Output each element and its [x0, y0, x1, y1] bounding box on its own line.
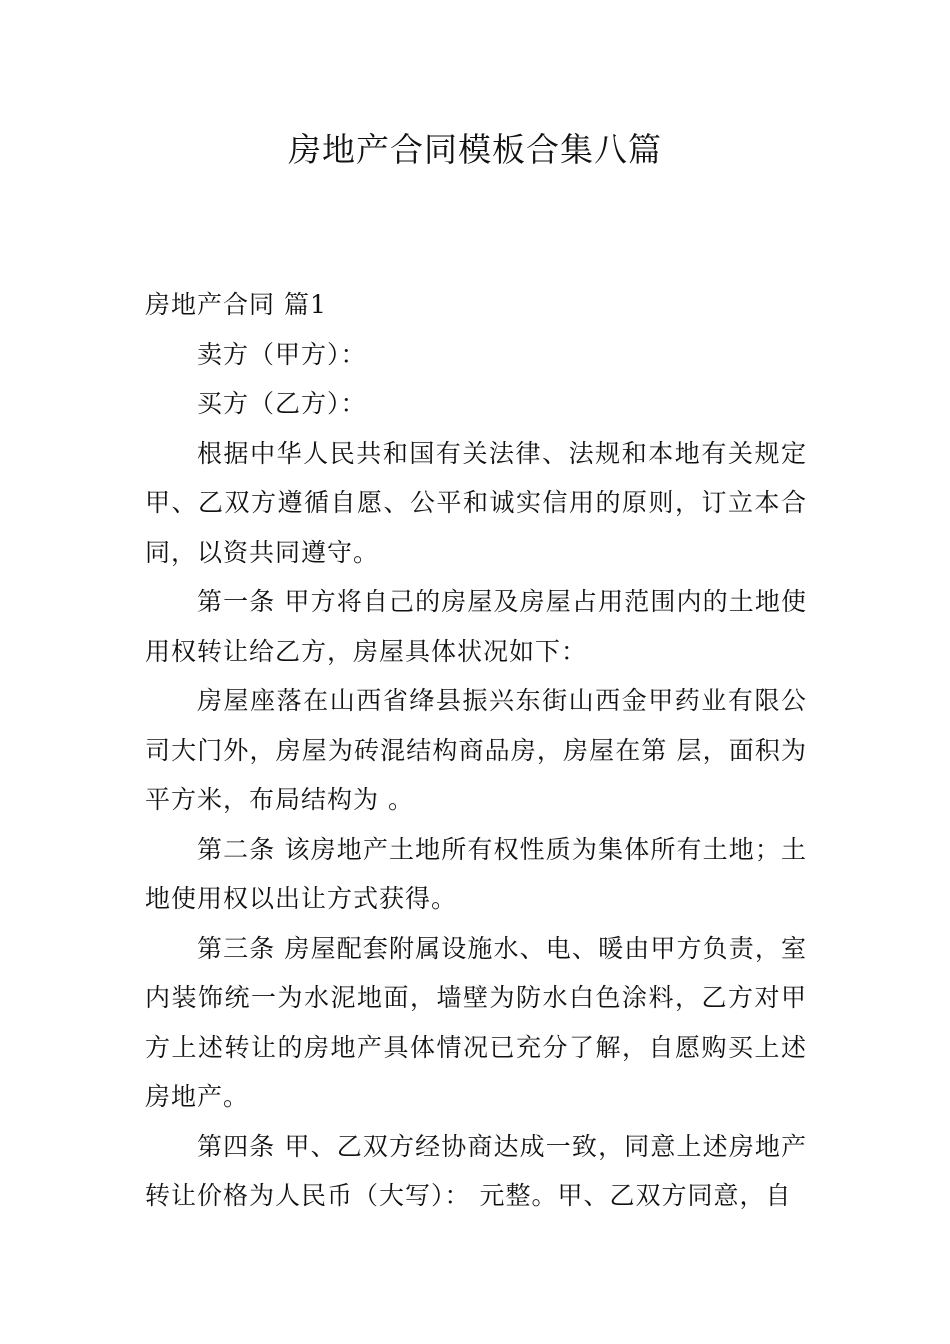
- paragraph-preamble: 根据中华人民共和国有关法律、法规和本地有关规定甲、乙双方遵循自愿、公平和诚实信用的原则，订立本合同，以资共同遵守。: [145, 438, 807, 567]
- paragraph-article-2: 第二条 该房地产土地所有权性质为集体所有土地；土地使用权以出让方式获得。: [145, 834, 807, 913]
- document-body: [145, 280, 807, 1221]
- buyer-line: 买方（乙方）：: [197, 389, 367, 418]
- section-heading: 房地产合同 篇1: [145, 290, 327, 319]
- paragraph-property-location: 房屋座落在山西省绛县振兴东街山西金甲药业有限公司大门外，房屋为砖混结构商品房，房屋在第 层，面积为 平方米，布局结构为 。: [145, 686, 807, 814]
- paragraph-article-1: 第一条 甲方将自己的房屋及房屋占用范围内的土地使用权转让给乙方，房屋具体状况如下：: [145, 587, 807, 666]
- paragraph-article-4: 第四条 甲、乙双方经协商达成一致，同意上述房地产转让价格为人民币（大写）： 元整。甲、乙双方同意，自: [145, 1131, 807, 1210]
- document-title: 房地产合同模板合集八篇: [288, 130, 662, 169]
- paragraph-article-3: 第三条 房屋配套附属设施水、电、暖由甲方负责，室内装饰统一为水泥地面，墙壁为防水白色涂料，乙方对甲方上述转让的房地产具体情况已充分了解，自愿购买上述房地产。: [145, 933, 807, 1111]
- seller-line: 卖方（甲方）：: [197, 339, 367, 369]
